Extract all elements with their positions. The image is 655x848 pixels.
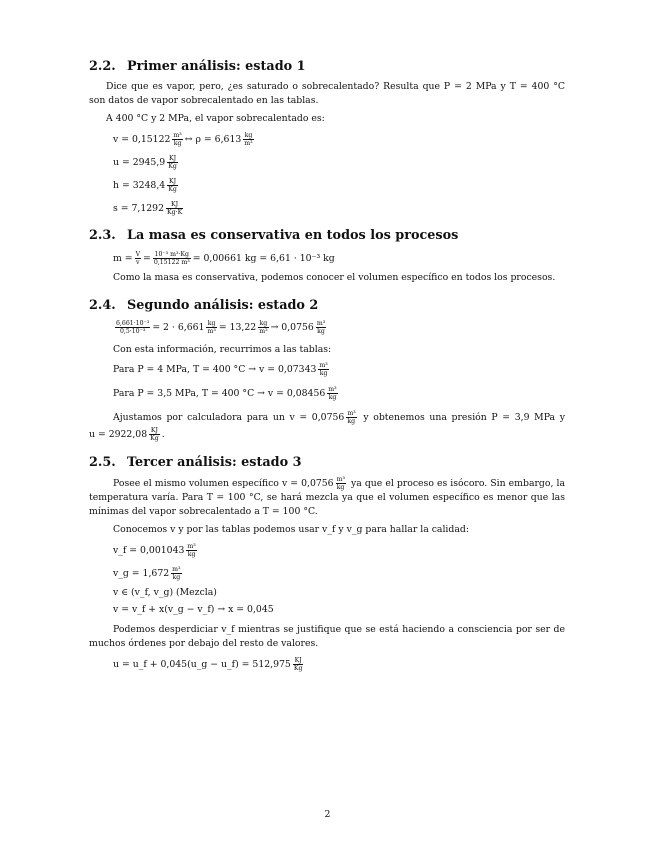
- equation-vf: v_f = 0,001043 $\frac{\text{m³}}{kg}$: [113, 543, 196, 558]
- section-heading-2-5: 2.5. Tercer análisis: estado 3: [89, 455, 302, 470]
- paragraph-line: temperatura varía. Para T = 100 °C, se hará mezcla ya que el volumen específico es menor que las: [89, 492, 565, 503]
- equation-mass: m = $\frac{V}{v}$ = $\frac{\text{10⁻³ m³·Kg}}{\text{0,15122 m³}}$ = 0,00661 kg = 6,61 · 10⁻³ kg: [113, 251, 335, 266]
- paragraph-line: A 400 °C y 2 MPa, el vapor sobrecalentado es:: [106, 113, 325, 124]
- paragraph-line: Con esta información, recurrimos a las tablas:: [113, 344, 332, 355]
- paragraph-line: Ajustamos por calculadora para un v = 0,0756 $\frac{\text{m³}}{kg}$ y obtenemos una presión P = 3,9 MPa y: [113, 410, 565, 425]
- paragraph-line: mínimas del vapor sobrecalentado a T = 100 °C.: [89, 506, 318, 517]
- equation-quality: v = v_f + x(v_g − v_f) → x = 0,045: [113, 604, 274, 615]
- section-heading-2-3: 2.3. La masa es conservativa en todos los procesos: [89, 228, 459, 243]
- paragraph-line: Como la masa es conservativa, podemos conocer el volumen específico en todos los procesos.: [113, 272, 556, 283]
- paragraph-line: Dice que es vapor, pero, ¿es saturado o sobrecalentado? Resulta que P = 2 MPa y T = 400 °C: [106, 81, 565, 92]
- equation-internal-energy: u = 2945,9 $\frac{KJ}{Kg}$: [113, 155, 177, 170]
- paragraph-line: Podemos desperdiciar v_f mientras se justifique que se está haciendo a consciencia por ser de: [113, 624, 565, 635]
- equation-internal-energy-3: u = u_f + 0,045(u_g − u_f) = 512,975 $\frac{KJ}{Kg}$: [113, 657, 303, 672]
- equation-entropy: s = 7,1292 $\frac{KJ}{Kg\cdot K}$: [113, 201, 183, 216]
- paragraph-line: son datos de vapor sobrecalentado en las tablas.: [89, 95, 319, 106]
- paragraph-line: Posee el mismo volumen específico v = 0,0756 $\frac{\text{m³}}{kg}$ ya que el proceso es isócoro. Sin embargo, la: [113, 476, 565, 491]
- equation-vg: v_g = 1,672 $\frac{\text{m³}}{kg}$: [113, 566, 181, 581]
- paragraph-line: u = 2922,08 $\frac{KJ}{Kg}$ .: [89, 427, 165, 442]
- paragraph-line: Conocemos v y por las tablas podemos usar v_f y v_g para hallar la calidad:: [113, 524, 469, 535]
- equation-specific-volume: v = 0,15122 $\frac{\text{m³}}{kg}$ ↔ ρ = 6,613 $\frac{kg}{\text{m³}}$: [113, 132, 253, 147]
- section-heading-2-2: 2.2. Primer análisis: estado 1: [89, 59, 306, 74]
- table-row-4mpa: Para P = 4 MPa, T = 400 °C → v = 0,07343 $\frac{\text{m³}}{kg}$: [113, 362, 328, 377]
- paragraph-line: muchos órdenes por debajo del resto de valores.: [89, 638, 319, 649]
- equation-mixture: v ∈ (v_f, v_g) (Mezcla): [113, 587, 217, 598]
- equation-enthalpy: h = 3248,4 $\frac{KJ}{Kg}$: [113, 178, 177, 193]
- section-heading-2-4: 2.4. Segundo análisis: estado 2: [89, 298, 319, 313]
- table-row-3-5mpa: Para P = 3,5 MPa, T = 400 °C → v = 0,08456 $\frac{\text{m³}}{kg}$: [113, 386, 337, 401]
- page-number: 2: [324, 809, 331, 820]
- equation-density-ratio: $\frac{\text{6,661·10⁻³}}{\text{0,5·10⁻³}}$ = 2 · 6,661 $\frac{kg}{\text{m³}}$ = 13,22 $\frac{kg}{\text{m³}}$ → 0,0756 $\frac{\text{m³}}{kg}$: [116, 320, 326, 335]
